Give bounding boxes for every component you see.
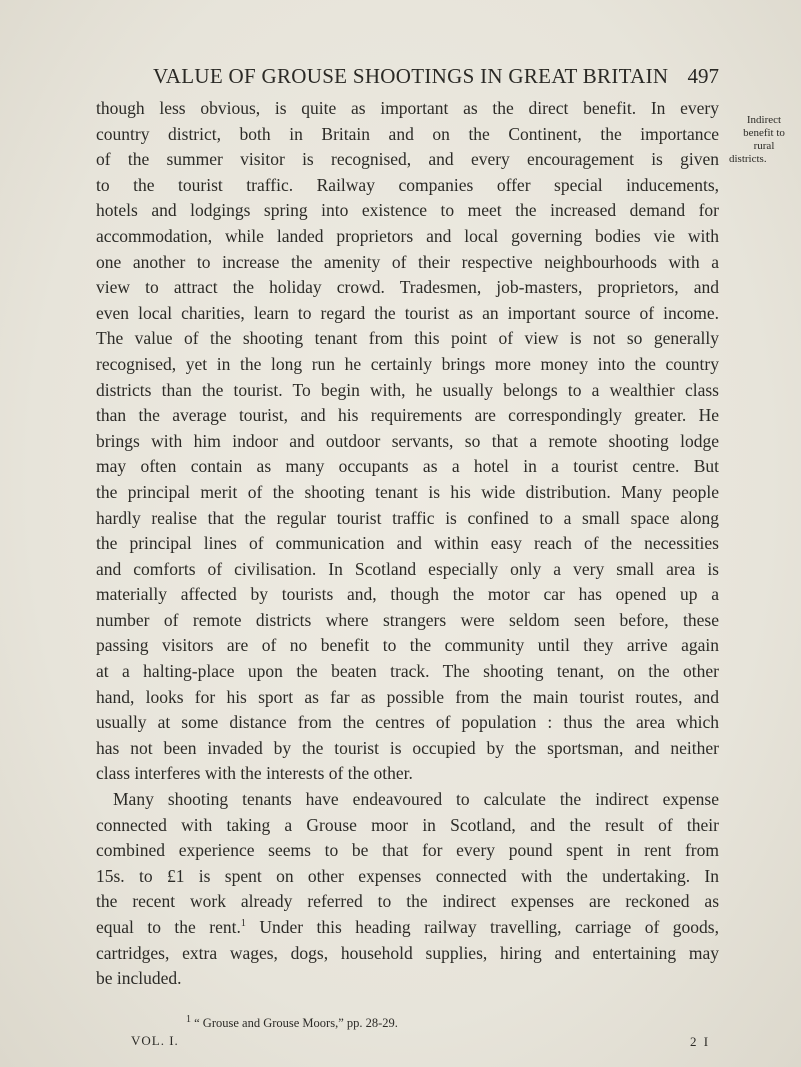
body-line: class interferes with the interests of the other.: [96, 763, 413, 784]
margin-note-line: rural: [753, 140, 775, 152]
margin-note-line: districts.: [729, 153, 767, 165]
body-line: the principal lines of communication and within easy reach of the necessities: [96, 533, 719, 554]
body-line: accommodation, while landed proprietors and local governing bodies vie with: [96, 225, 719, 246]
footnote: [186, 1013, 398, 1031]
body-line: hotels and lodgings spring into existence to meet the increased demand for: [96, 200, 719, 221]
body-line: recognised, yet in the long run he certainly brings more money into the country: [96, 353, 719, 374]
body-line: hand, looks for his sport as far as possible from the main tourist routes, and: [96, 686, 719, 707]
body-line: the principal merit of the shooting tenant is his wide distribution. Many people: [96, 481, 719, 502]
body-line: and comforts of civilisation. In Scotland especially only a very small area is: [96, 558, 719, 579]
body-text: [96, 96, 719, 992]
body-line: even local charities, learn to regard the tourist as an important source of income.: [96, 302, 719, 323]
page-header: [153, 64, 719, 94]
running-head: VALUE OF GROUSE SHOOTINGS IN GREAT BRITAIN: [153, 64, 669, 88]
body-line: cartridges, extra wages, dogs, household supplies, hiring and entertaining may: [96, 942, 719, 963]
body-line: country district, both in Britain and on the Continent, the importance: [96, 123, 719, 144]
body-line-rest: Under this heading railway travelling, carriage of goods,: [245, 917, 719, 937]
body-line-with-footnote-ref: [96, 915, 719, 941]
body-line: materially affected by tourists and, though the motor car has opened up a: [96, 584, 719, 605]
footnote-marker: 1: [186, 1013, 191, 1025]
body-line: usually at some distance from the centres of population : thus the area which: [96, 712, 719, 733]
body-line: view to attract the holiday crowd. Tradesmen, job-masters, proprietors, and: [96, 277, 719, 298]
body-line: hardly realise that the regular tourist traffic is confined to a small space along: [96, 507, 719, 528]
signature-mark: 2 I: [690, 1034, 711, 1049]
page-number: 497: [687, 64, 719, 88]
body-line: than the average tourist, and his requirements are correspondingly greater. He: [96, 405, 719, 426]
margin-note: [729, 114, 799, 166]
body-line: at a halting-place upon the beaten track. The shooting tenant, on the other: [96, 661, 719, 682]
body-line: though less obvious, is quite as important as the direct benefit. In every: [96, 98, 719, 118]
body-line: Many shooting tenants have endeavoured to calculate the indirect expense: [113, 789, 719, 810]
body-line: districts than the tourist. To begin with, he usually belongs to a wealthier class: [96, 379, 719, 400]
body-line: passing visitors are of no benefit to the community until they arrive again: [96, 635, 719, 656]
volume-label: VOL. I.: [131, 1033, 179, 1048]
body-line: combined experience seems to be that for every pound spent in rent from: [96, 840, 719, 861]
margin-note-line: benefit to: [743, 127, 785, 139]
body-line: the recent work already referred to the indirect expenses are reckoned as: [96, 891, 719, 912]
body-line: number of remote districts where strangers were seldom seen before, these: [96, 609, 719, 630]
body-line: brings with him indoor and outdoor servants, so that a remote shooting lodge: [96, 430, 719, 451]
footnote-reference: 1: [240, 918, 246, 930]
body-line: of the summer visitor is recognised, and every encouragement is given: [96, 149, 719, 170]
body-line-start: equal to the rent.: [96, 917, 241, 937]
body-line: The value of the shooting tenant from this point of view is not so generally: [96, 328, 719, 349]
body-line: connected with taking a Grouse moor in Scotland, and the result of their: [96, 814, 719, 835]
body-line: may often contain as many occupants as a hotel in a tourist centre. But: [96, 456, 719, 477]
body-line: to the tourist traffic. Railway companies offer special inducements,: [96, 174, 719, 195]
body-line: be included.: [96, 968, 182, 989]
body-line: 15s. to £1 is spent on other expenses connected with the undertaking. In: [96, 865, 719, 886]
body-line: has not been invaded by the tourist is occupied by the sportsman, and neither: [96, 737, 719, 758]
margin-note-line: Indirect: [746, 114, 782, 126]
footnote-text: “ Grouse and Grouse Moors,” pp. 28-29.: [191, 1016, 398, 1030]
body-line: one another to increase the amenity of their respective neighbourhoods with a: [96, 251, 719, 272]
